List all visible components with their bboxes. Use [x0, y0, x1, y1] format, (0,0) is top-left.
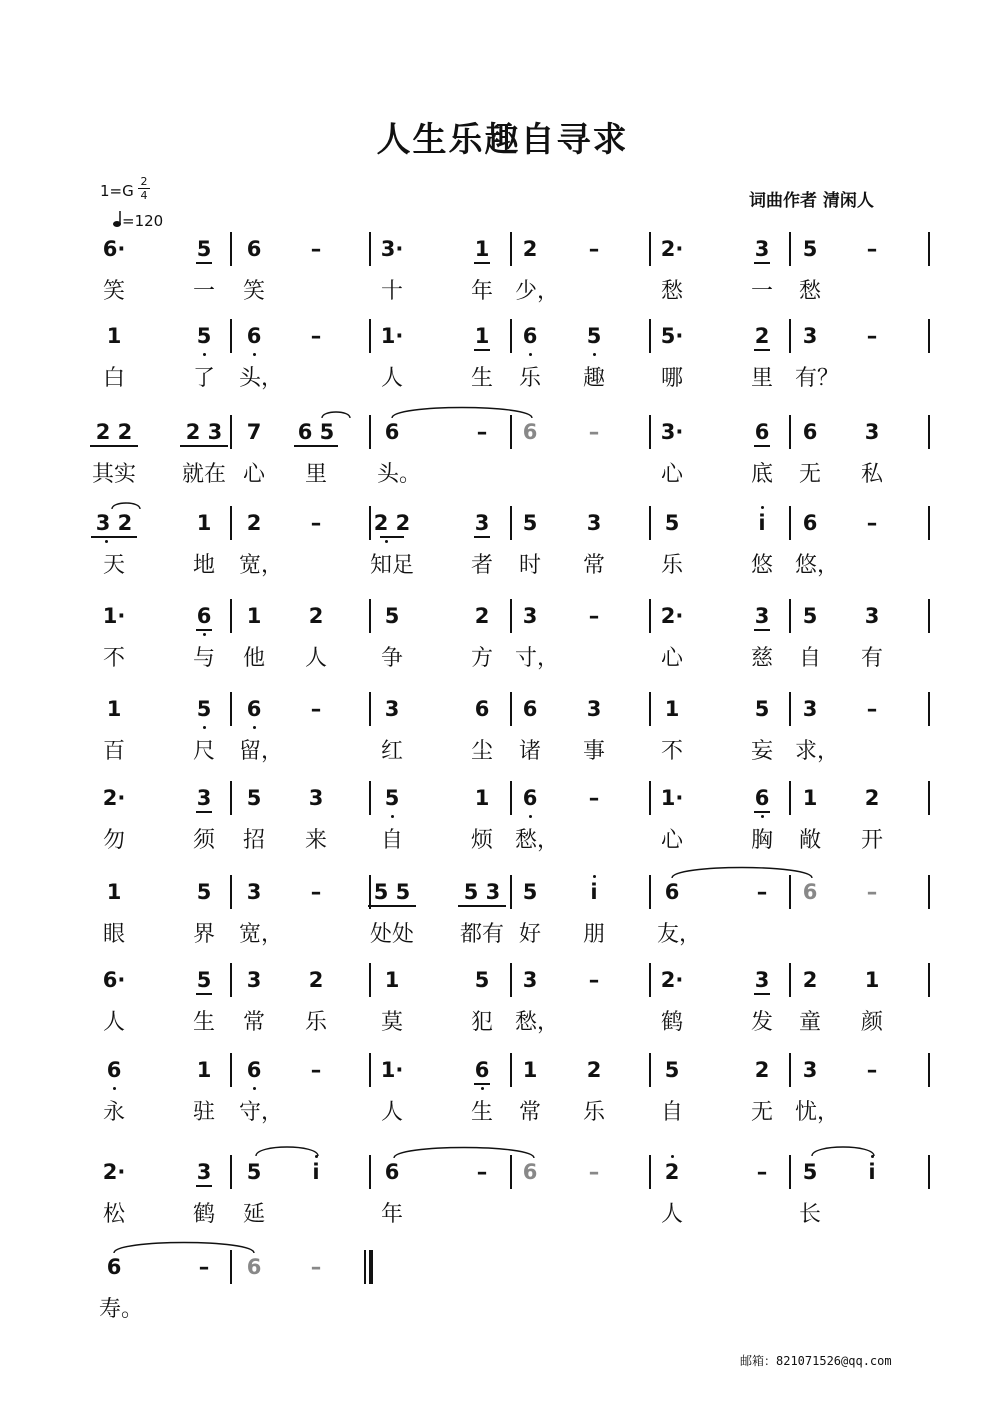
note: 6 5 [297, 420, 335, 444]
lyric: 尘 [470, 739, 493, 764]
lyric: 人 [304, 646, 327, 671]
note: 5 3 [463, 880, 501, 904]
dash-note: – [310, 511, 322, 535]
lyric: 悠， [795, 553, 840, 578]
note: 2 3 [185, 420, 223, 444]
lyric: 朋 [582, 922, 605, 947]
lyric: 眼 [102, 922, 125, 947]
note: 5 [246, 1160, 262, 1184]
note: 6 [522, 697, 538, 721]
note: 3 [864, 420, 880, 444]
lyric: 犯 [470, 1010, 493, 1035]
note: 3 [586, 697, 602, 721]
lyric: 尺 [192, 739, 215, 764]
lyric: 自 [660, 1100, 683, 1125]
lyric: 知足 [369, 553, 414, 578]
note: i [312, 1160, 320, 1184]
note: 1 [106, 324, 122, 348]
note: 1 [802, 786, 818, 810]
meter-denominator: 4 [140, 189, 148, 202]
lyric: 愁 [798, 279, 821, 304]
note: 2 [474, 604, 490, 628]
lyric: 寸， [515, 646, 560, 671]
lyric: 白 [102, 366, 125, 391]
lyric: 宽， [239, 553, 284, 578]
lyric: 地 [192, 553, 215, 578]
lyric: 常 [242, 1010, 265, 1035]
note: 2 [586, 1058, 602, 1082]
song-title: 人生乐趣自寻求 [376, 120, 629, 160]
note: 3· [660, 420, 684, 444]
note: 3 [754, 968, 770, 992]
lyric: 莫 [380, 1010, 403, 1035]
lyric: 愁 [660, 279, 683, 304]
lyric: 鹤 [192, 1202, 215, 1227]
lyric: 长 [798, 1202, 821, 1227]
lyric: 乐 [304, 1010, 327, 1035]
lyric: 忧， [795, 1100, 840, 1125]
note: 2· [660, 968, 684, 992]
dash-note: – [866, 1058, 878, 1082]
lyric: 里 [304, 462, 327, 487]
note: 5· [660, 324, 684, 348]
dash-note: – [588, 968, 600, 992]
note: 6 [384, 1160, 400, 1184]
lyric: 童 [798, 1010, 821, 1035]
lyric: 哪 [660, 366, 683, 391]
note: 6· [102, 968, 126, 992]
note: 3 [246, 968, 262, 992]
lyric: 就在 [181, 462, 226, 487]
note: 6 [802, 511, 818, 535]
note: 6 [474, 697, 490, 721]
note: 6 [522, 786, 538, 810]
note: 5 [664, 1058, 680, 1082]
note: 5 [664, 511, 680, 535]
lyric: 友， [657, 922, 702, 947]
meter-numerator: 2 [140, 175, 148, 188]
note: 6 [246, 1255, 262, 1279]
note: 6· [102, 237, 126, 261]
tempo-value: =120 [122, 212, 164, 230]
dash-note: – [310, 1255, 322, 1279]
note: 6 [474, 1058, 490, 1082]
dash-note: – [866, 511, 878, 535]
lyric: 鹤 [660, 1010, 683, 1035]
note: 5 [474, 968, 490, 992]
lyric: 一 [192, 279, 215, 304]
lyric: 求， [795, 739, 840, 764]
note: 5 [196, 968, 212, 992]
lyric: 心 [660, 462, 683, 487]
lyric: 底 [750, 462, 773, 487]
note: 1 [522, 1058, 538, 1082]
note: 1· [660, 786, 684, 810]
lyric: 愁， [515, 1010, 560, 1035]
dash-note: – [476, 420, 488, 444]
dash-note: – [866, 697, 878, 721]
lyric: 笑 [102, 279, 125, 304]
note: 2 [308, 604, 324, 628]
note: 1 [106, 697, 122, 721]
note: 2 [864, 786, 880, 810]
note: 2 2 [373, 511, 411, 535]
note: 5 [196, 324, 212, 348]
key-signature: 1=G [100, 182, 134, 200]
lyric: 年 [470, 279, 493, 304]
note: 2 [754, 1058, 770, 1082]
note: 3 [308, 786, 324, 810]
dash-note: – [756, 1160, 768, 1184]
lyric: 天 [102, 553, 125, 578]
note: 6 [754, 420, 770, 444]
note: 2· [660, 237, 684, 261]
lyric: 不 [102, 646, 125, 671]
note: i [758, 511, 766, 535]
dash-note: – [310, 880, 322, 904]
note: 6 [802, 420, 818, 444]
note: 3 [864, 604, 880, 628]
note: 2 [802, 968, 818, 992]
lyric: 妄 [750, 739, 773, 764]
note: 2· [102, 1160, 126, 1184]
lyric: 都有 [459, 922, 504, 947]
dash-note: – [588, 786, 600, 810]
lyric: 守， [239, 1100, 284, 1125]
lyric: 来 [304, 828, 327, 853]
note: 2· [660, 604, 684, 628]
note: 6 [246, 1058, 262, 1082]
lyric: 烦 [470, 828, 493, 853]
note: 1 [196, 1058, 212, 1082]
lyric: 招 [242, 828, 265, 853]
note: 6 [246, 697, 262, 721]
note: 6 [384, 420, 400, 444]
dash-note: – [310, 237, 322, 261]
lyric: 心 [242, 462, 265, 487]
lyric: 十 [380, 279, 403, 304]
lyric: 自 [380, 828, 403, 853]
lyric: 诸 [518, 739, 541, 764]
lyric: 界 [192, 922, 215, 947]
slur [394, 1148, 534, 1159]
note: 3 [196, 786, 212, 810]
dash-note: – [866, 880, 878, 904]
lyric: 乐 [582, 1100, 605, 1125]
note: 3 [802, 1058, 818, 1082]
note: 5 [522, 880, 538, 904]
lyric: 百 [102, 739, 125, 764]
note: 6 [522, 1160, 538, 1184]
lyric: 敞 [798, 828, 821, 853]
lyric: 笑 [242, 279, 265, 304]
lyric: 好 [518, 922, 541, 947]
slur [392, 408, 532, 419]
lyric: 里 [750, 366, 773, 391]
lyric: 生 [470, 1100, 493, 1125]
lyric: 人 [660, 1202, 683, 1227]
lyric: 自 [798, 646, 821, 671]
note: 5 [196, 697, 212, 721]
note: 1 [474, 324, 490, 348]
dash-note: – [310, 697, 322, 721]
lyric: 有？ [795, 366, 840, 391]
note: 5 [754, 697, 770, 721]
lyric: 留， [239, 739, 284, 764]
note: 3· [380, 237, 404, 261]
lyric: 有 [860, 646, 883, 671]
note: 6 [246, 324, 262, 348]
lyric: 与 [192, 646, 215, 671]
note: 1 [384, 968, 400, 992]
note: 5 [802, 237, 818, 261]
lyric: 人 [102, 1010, 125, 1035]
dash-note: – [310, 324, 322, 348]
note: 1 [664, 697, 680, 721]
note: 3 [754, 604, 770, 628]
lyric: 延 [242, 1202, 265, 1227]
slur [256, 1147, 318, 1156]
lyric: 人 [380, 366, 403, 391]
lyric: 生 [470, 366, 493, 391]
lyric: 发 [750, 1010, 773, 1035]
lyric: 不 [660, 739, 683, 764]
note: 3 [522, 604, 538, 628]
lyric: 须 [192, 828, 215, 853]
lyric: 驻 [192, 1100, 215, 1125]
note: 6 [106, 1058, 122, 1082]
slur [812, 1147, 874, 1156]
note: 1· [380, 1058, 404, 1082]
slur [112, 503, 140, 509]
lyric: 一 [750, 279, 773, 304]
dash-note: – [588, 420, 600, 444]
lyric: 永 [102, 1100, 125, 1125]
lyric: 乐 [518, 366, 541, 391]
lyric: 勿 [102, 828, 125, 853]
lyric: 愁， [515, 828, 560, 853]
slur [322, 412, 350, 418]
contact-email: 邮箱：821071526@qq.com [740, 1354, 892, 1368]
lyric: 他 [242, 646, 265, 671]
note: 5 [246, 786, 262, 810]
note: 7 [246, 420, 262, 444]
dash-note: – [588, 237, 600, 261]
lyric: 时 [518, 553, 541, 578]
lyric: 趣 [582, 366, 605, 391]
note: 3 [802, 324, 818, 348]
note: 6 [522, 420, 538, 444]
note: 1 [474, 237, 490, 261]
note: 5 [802, 1160, 818, 1184]
lyric: 开 [860, 828, 883, 853]
lyric: 处处 [369, 922, 414, 947]
note: 2 [754, 324, 770, 348]
note: 3 [522, 968, 538, 992]
lyric: 宽， [239, 922, 284, 947]
lyric: 私 [860, 462, 883, 487]
note: 2 2 [95, 420, 133, 444]
note: 2 [664, 1160, 680, 1184]
note: i [868, 1160, 876, 1184]
lyric: 心 [660, 828, 683, 853]
note: 6 [754, 786, 770, 810]
dash-note: – [866, 237, 878, 261]
dash-note: – [866, 324, 878, 348]
note: 6 [522, 324, 538, 348]
lyric: 其实 [91, 462, 136, 487]
lyric: 年 [380, 1202, 403, 1227]
lyric: 慈 [750, 646, 773, 671]
lyric: 头， [239, 366, 284, 391]
slur [114, 1243, 254, 1254]
lyric: 常 [582, 553, 605, 578]
note: 3 [474, 511, 490, 535]
note: 3 [246, 880, 262, 904]
lyric: 方 [470, 646, 493, 671]
lyric: 者 [470, 553, 493, 578]
note: 5 [802, 604, 818, 628]
note: 6 [664, 880, 680, 904]
note: 3 2 [95, 511, 133, 535]
note: 5 [586, 324, 602, 348]
lyric: 无 [798, 462, 821, 487]
note: 5 [196, 880, 212, 904]
lyric: 头。 [377, 462, 422, 487]
note: 1 [474, 786, 490, 810]
note: 5 [196, 237, 212, 261]
note: 1· [102, 604, 126, 628]
dash-note: – [198, 1255, 210, 1279]
lyric: 少， [515, 279, 560, 304]
lyric: 争 [380, 646, 403, 671]
note: 2 [522, 237, 538, 261]
note: 3 [384, 697, 400, 721]
note: 1 [246, 604, 262, 628]
author-credit: 词曲作者 清闲人 [749, 191, 874, 211]
note: 1· [380, 324, 404, 348]
lyric: 了 [192, 366, 215, 391]
note: 6 [802, 880, 818, 904]
note: 5 [384, 604, 400, 628]
dash-note: – [756, 880, 768, 904]
note: 1 [106, 880, 122, 904]
lyric: 心 [660, 646, 683, 671]
note: 6 [196, 604, 212, 628]
slur [672, 868, 812, 879]
dash-note: – [310, 1058, 322, 1082]
dash-note: – [588, 1160, 600, 1184]
note: 6 [246, 237, 262, 261]
dash-note: – [588, 604, 600, 628]
lyric: 悠 [750, 553, 773, 578]
note: 3 [586, 511, 602, 535]
lyric: 松 [102, 1202, 125, 1227]
lyric: 胸 [750, 828, 773, 853]
note: i [590, 880, 598, 904]
dash-note: – [476, 1160, 488, 1184]
note: 5 [522, 511, 538, 535]
note: 2 [308, 968, 324, 992]
lyric: 人 [380, 1100, 403, 1125]
note: 2 [246, 511, 262, 535]
lyric: 颜 [860, 1010, 883, 1035]
note: 5 [384, 786, 400, 810]
note: 1 [196, 511, 212, 535]
lyric: 红 [380, 739, 403, 764]
lyric: 生 [192, 1010, 215, 1035]
lyric: 乐 [660, 553, 683, 578]
note: 3 [754, 237, 770, 261]
note: 1 [864, 968, 880, 992]
note: 6 [106, 1255, 122, 1279]
lyric: 无 [750, 1100, 773, 1125]
note: 2· [102, 786, 126, 810]
note: 3 [802, 697, 818, 721]
lyric: 寿。 [99, 1297, 144, 1322]
lyric: 常 [518, 1100, 541, 1125]
lyric: 事 [582, 739, 605, 764]
note: 3 [196, 1160, 212, 1184]
note: 5 5 [373, 880, 411, 904]
